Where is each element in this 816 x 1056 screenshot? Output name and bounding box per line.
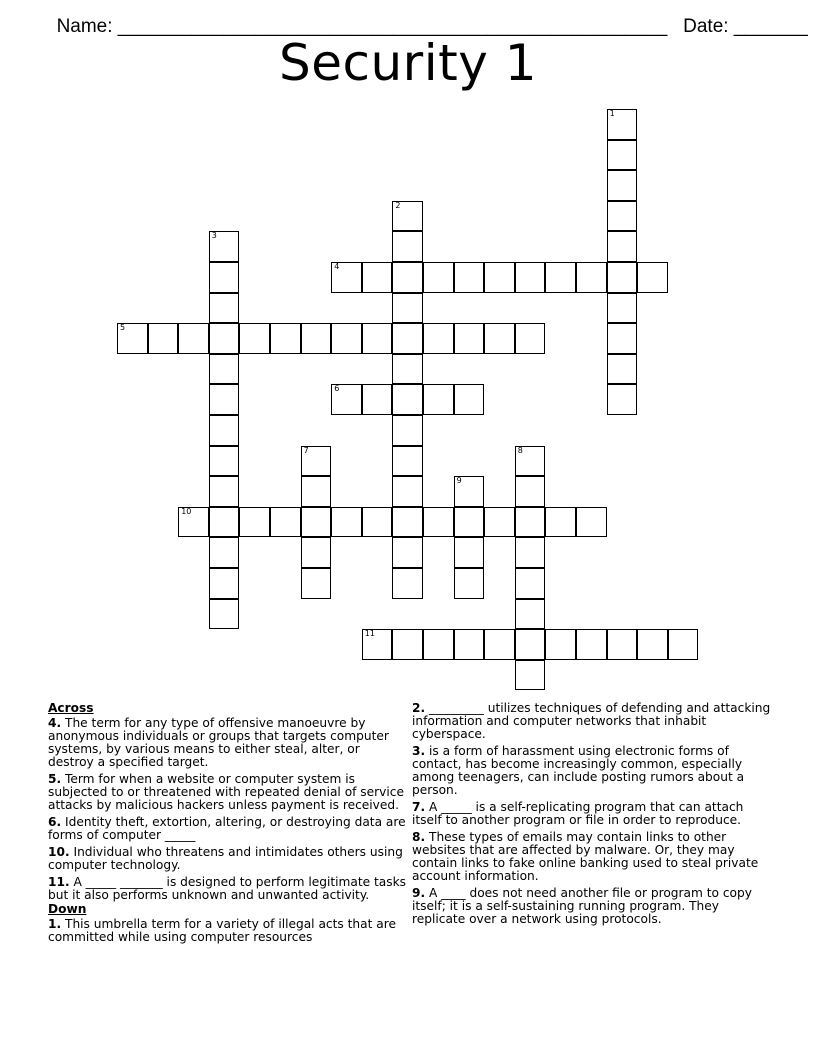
clue-down-8 [412,831,772,883]
clue-down-2 [412,702,772,741]
clue-down-1 [48,918,406,944]
crossword-cell[interactable] [270,323,301,354]
clues-right-column [412,702,772,930]
crossword-cell[interactable] [454,537,485,568]
crossword-cell[interactable] [270,507,301,538]
clue-number: 11. [48,875,70,889]
crossword-cell[interactable] [362,384,393,415]
clue-across-5 [48,773,406,812]
crossword-cell[interactable] [454,323,485,354]
crossword-cell[interactable] [209,599,240,630]
crossword-cell[interactable] [392,507,423,538]
clue-number: 5. [48,772,62,786]
crossword-cell[interactable] [484,629,515,660]
crossword-cell[interactable] [301,323,332,354]
crossword-cell[interactable] [209,507,240,538]
clue-text: Identity theft, extortion, altering, or destroying data are forms of computer _____ [48,815,406,842]
crossword-cell[interactable] [454,262,485,293]
crossword-cell[interactable] [576,629,607,660]
clue-down-3 [412,745,772,797]
clue-number: 9. [412,886,426,900]
crossword-cell[interactable] [209,293,240,324]
crossword-cell[interactable] [515,537,546,568]
crossword-cell[interactable] [454,384,485,415]
crossword-cell[interactable] [362,262,393,293]
crossword-cell[interactable] [331,507,362,538]
clue-number-label: 1 [609,109,615,118]
crossword-cell[interactable] [454,568,485,599]
crossword-cell[interactable] [545,629,576,660]
crossword-cell[interactable] [515,507,546,538]
crossword-cell[interactable] [392,323,423,354]
crossword-cell[interactable] [484,323,515,354]
crossword-cell[interactable] [515,323,546,354]
crossword-cell[interactable] [392,384,423,415]
crossword-cell[interactable] [209,384,240,415]
crossword-cell[interactable] [148,323,179,354]
crossword-cell[interactable] [209,354,240,385]
clue-number-label: 7 [303,445,309,455]
crossword-cell[interactable] [392,537,423,568]
crossword-cell[interactable] [209,446,240,477]
crossword-cell[interactable] [392,354,423,385]
crossword-cell[interactable] [484,507,515,538]
crossword-cell[interactable] [607,384,638,415]
clue-text: These types of emails may contain links to other websites that are affected by malware. Or, they may contain links to fake online banking used to steal private account information. [412,830,759,883]
crossword-cell[interactable] [331,262,362,293]
clue-number-label: 10 [181,506,192,516]
clue-number-label: 8 [517,445,523,455]
crossword-cell[interactable] [301,537,332,568]
clue-number-label: 4 [334,262,340,271]
clue-number-label: 11 [364,629,375,639]
clue-across-4 [48,717,406,769]
clue-number: 3. [412,744,426,758]
crossword-cell[interactable] [209,415,240,446]
down-heading: Down [48,902,87,916]
crossword-cell[interactable] [607,109,638,140]
clue-number: 1. [48,917,62,931]
crossword-cell[interactable] [392,629,423,660]
crossword-cell[interactable] [331,384,362,415]
crossword-cell[interactable] [392,476,423,507]
clue-text: is a form of harassment using electronic forms of contact, has become increasingly common, especially among teenagers, can include posting rumors about a person. [412,744,745,797]
clue-number-label: 5 [120,323,126,333]
crossword-cell[interactable] [607,323,638,354]
crossword-cell[interactable] [392,231,423,262]
crossword-cell[interactable] [331,323,362,354]
crossword-cell[interactable] [607,293,638,324]
crossword-cell[interactable] [301,476,332,507]
across-heading: Across [48,701,94,715]
crossword-cell[interactable] [515,446,546,477]
crossword-cell[interactable] [362,323,393,354]
clue-text: This umbrella term for a variety of illegal acts that are committed while using computer resources [48,917,396,944]
name-field-label: Name: ____________________________________________________ [56,16,668,37]
crossword-cell[interactable] [515,629,546,660]
crossword-cell[interactable] [454,476,485,507]
clue-down-9 [412,887,772,926]
clue-text: Individual who threatens and intimidates others using computer technology. [48,845,403,872]
clue-across-11 [48,876,406,902]
crossword-cell[interactable] [392,415,423,446]
crossword-cell[interactable] [607,170,638,201]
clues-left-column [48,702,406,948]
clue-number: 2. [412,701,426,715]
crossword-cell[interactable] [545,507,576,538]
crossword-cell[interactable] [239,507,270,538]
clue-across-10 [48,846,406,872]
clue-number: 4. [48,716,62,730]
crossword-cell[interactable] [209,231,240,262]
date-field-label: Date: _______ [683,16,808,37]
crossword-cell[interactable] [209,537,240,568]
crossword-cell[interactable] [607,231,638,262]
clue-number-label: 2 [395,200,401,210]
crossword-cell[interactable] [607,201,638,232]
crossword-cell[interactable] [178,323,209,354]
crossword-cell[interactable] [301,446,332,477]
crossword-cell[interactable] [515,262,546,293]
clue-number: 8. [412,830,426,844]
crossword-cell[interactable] [392,568,423,599]
clue-down-7 [412,801,772,827]
crossword-cell[interactable] [209,323,240,354]
crossword-cell[interactable] [362,507,393,538]
crossword-cell[interactable] [392,201,423,232]
crossword-cell[interactable] [423,323,454,354]
crossword-cell[interactable] [209,262,240,293]
clue-text: A ____ does not need another file or program to copy itself; it is a self-sustaining running program. They replicate over a network using protocols. [412,886,752,926]
crossword-cell[interactable] [545,262,576,293]
crossword-cell[interactable] [423,629,454,660]
crossword-cell[interactable] [423,262,454,293]
puzzle-title: Security 1 [278,34,538,92]
clue-number: 6. [48,815,62,829]
crossword-cell[interactable] [637,262,668,293]
clue-number-label: 9 [456,476,462,486]
crossword-cell[interactable] [515,476,546,507]
crossword-cell[interactable] [423,384,454,415]
clue-number: 10. [48,845,70,859]
crossword-cell[interactable] [607,262,638,293]
crossword-cell[interactable] [239,323,270,354]
crossword-cell[interactable] [392,446,423,477]
crossword-cell[interactable] [515,599,546,630]
clue-number: 7. [412,800,426,814]
crossword-cell[interactable] [423,507,454,538]
clue-number-label: 3 [211,231,217,241]
clue-text: Term for when a website or computer system is subjected to or threatened with repeated denial of service attacks by malicious hackers unless payment is received. [48,772,404,812]
crossword-cell[interactable] [484,262,515,293]
crossword-cell[interactable] [301,507,332,538]
crossword-cell[interactable] [209,568,240,599]
clue-text: A _____ is a self-replicating program that can attach itself to another program or file in order to reproduce. [412,800,744,827]
crossword-cell[interactable] [637,629,668,660]
crossword-cell[interactable] [576,262,607,293]
crossword-cell[interactable] [515,660,546,691]
crossword-cell[interactable] [607,354,638,385]
clue-number-label: 6 [334,384,340,394]
clue-text: The term for any type of offensive manoeuvre by anonymous individuals or groups that targets computer systems, by various means to either steal, alter, or destroy a specified target. [48,716,389,769]
crossword-cell[interactable] [454,507,485,538]
crossword-cell[interactable] [576,507,607,538]
crossword-cell[interactable] [392,262,423,293]
crossword-cell[interactable] [392,293,423,324]
crossword-cell[interactable] [454,629,485,660]
crossword-cell[interactable] [178,507,209,538]
clue-text: _________ utilizes techniques of defending and attacking information and computer networks that inhabit cyberspace. [412,701,771,741]
crossword-cell[interactable] [607,629,638,660]
clue-text: A _____ _______ is designed to perform legitimate tasks but it also performs unknown and unwanted activity. [48,875,407,902]
crossword-cell[interactable] [668,629,699,660]
clue-across-6 [48,816,406,842]
crossword-cell[interactable] [209,476,240,507]
crossword-cell[interactable] [607,140,638,171]
crossword-cell[interactable] [515,568,546,599]
crossword-cell[interactable] [301,568,332,599]
crossword-cell[interactable] [117,323,148,354]
crossword-cell[interactable] [362,629,393,660]
